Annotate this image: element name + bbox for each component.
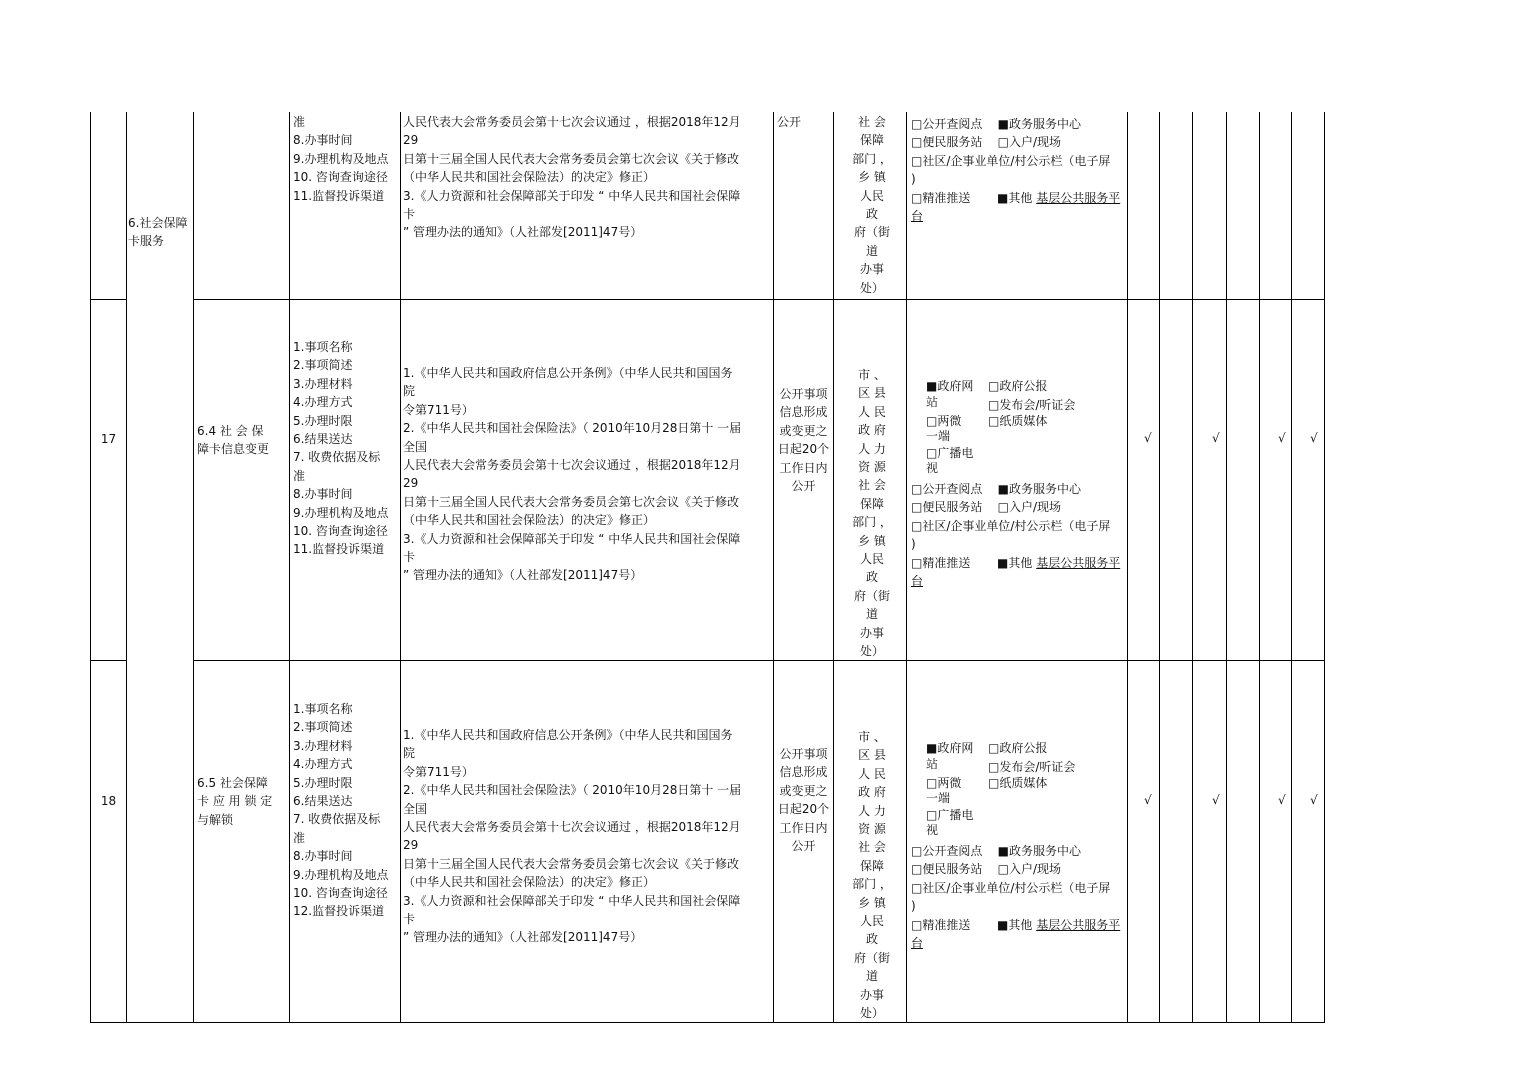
responsible-subject: 市 、 区 县 人 民 政 府 人 力 资 源 社 会 保障 部门 ， 乡 镇 人民 政 府（街 道 办事 处）	[852, 730, 892, 1021]
time-limit: 公开事项 信息形成 或变更之 日起20个 工作日内 公开	[777, 387, 830, 494]
column-divider	[400, 112, 401, 1023]
time-limit: 公开	[777, 115, 802, 129]
legal-basis: 1.《中华人民共和国政府信息公开条例》（中华人民共和国国务 院 令第711号） 2.《中华人民共和国社会保险法》（ 2010年10月28日第十 一届 全国 人民代表大会常务委员会第十七次会议通过 ，根据2018年12月 29 日第十三届全国人民代表大会常务委员会第七次会议《关于修改 （中华人民共和国社会保险法）的决定》修正） 3.《人力资源和社会保障部关于印发 “ 中华人民共和国社会保障 卡 ” 管理办法的通知》（人社部发[2011]47号）	[403, 728, 742, 945]
table-border-bottom	[90, 1022, 1325, 1023]
check-mark: √	[1144, 431, 1152, 445]
item-name: 6.4 社 会 保 障卡信息变更	[197, 424, 270, 457]
other-channel: 基层公共服务平	[1036, 555, 1121, 570]
check-mark: √	[1212, 431, 1220, 445]
publication-channels: □公开查阅点 ■政务服务中心 □便民服务站 □入户/现场 □社区/企事业单位/村公示栏（电子屏 ) □精准推送 ■其他 基层公共服务平 台	[911, 844, 1121, 951]
other-channel: 基层公共服务平	[1036, 917, 1121, 932]
column-divider	[289, 112, 290, 1023]
check-mark: √	[1278, 793, 1286, 807]
check-mark: √	[1278, 431, 1286, 445]
other-channel: 基层公共服务平	[1036, 190, 1121, 205]
table-border-right	[1324, 112, 1325, 1023]
column-divider	[773, 112, 774, 1023]
check-mark: √	[1144, 793, 1152, 807]
table-border-left	[90, 112, 91, 1023]
publication-channels: □公开查阅点 ■政务服务中心 □便民服务站 □入户/现场 □社区/企事业单位/村公示栏（电子屏 ) □精准推送 ■其他 基层公共服务平 台	[911, 482, 1121, 589]
column-divider	[126, 112, 127, 1023]
document-page: 6.社会保障 卡服务 准 8.办事时间 9.办理机构及地点 10. 咨询查询途径 11.监督投诉渠道 人民代表大会常务委员会第十七次会议通过 ，根据2018年12月 29 日第十三届全国人民代表大会常务委员会第七次会议《关于修改 （中华人民共和国社会保险法）的决定》修正） 3.《人力资源和社会保障部关于印发 “ 中华人民共和国社会保障 卡 ” 管理办法的通知》（人社部发[2011]47号） 公开 社 会 保障 部门 ， 乡 镇 人民 政 府（街 道 办事 处） □公开查阅点 ■政务服务中心 □便民服务站 □入户/现场 □社区/企事业单位/村公示栏（电子屏 ) □精准推送 ■其他 基层公共服务平 台 17 6.4 社 会 保 障卡信息变更 1.事项名称 2.事项简述 3.办理材料 4.办理方式 5.办理时限 6.结果送达 7. 收费依据及标 准 8.办事时间 9.办理机构及地点 10. 咨询查询途径 11.监督投诉渠道 1.《中华人民共和国政府信息公开条例》（中华人民共和国国务 院 令第711号） 2.《中华人民共和国社会保险法》（ 2010年10月28日第十 一届 全国 人民代表大会常务委员会第十七次会议通过 ，根据2018年12月 29 日第十三届全国人民代表大会常务委员会第七次会议《关于修改 （中华人民共和国社会保险法）的决定》修正） 3.《人力资源和社会保障部关于印发 “ 中华人民共和国社会保障 卡 ” 管理办法的通知》（人社部发[2011]47号） 公开事项 信息形成 或变更之 日起20个 工作日内 公开 市 、 区 县 人 民 政 府 人 力 资 源 社 会 保障 部门 ， 乡 镇 人民 政 府（街 道 办事 处） ■政府网 □政府公报 站 □发布会/听证会 □两微 □纸质媒体 一端 □广播电 视 □公开查阅点 ■政务服务中心 □便民服务站 □入户/现场 □社区/企事业单位/村公示栏（电子屏 ) □精准推送 ■其他 基层公共服务平 台 √ √ √ √ 18 6.5 社会保障 卡 应 用 锁 定 与解锁 1.事项名称 2.事项简述 3.办理材料 4.办理方式 5.办理时限 6.结果送达 7. 收费依据及标 准 8.办事时间 9.办理机构及地点 10. 咨询查询途径 12.监督投诉渠道 1.《中华人民共和国政府信息公开条例》（中华人民共和国国务 院 令第711号） 2.《中华人民共和国社会保险法》（ 2010年10月28日第十 一届 全国 人民代表大会常务委员会第十七次会议通过 ，根据2018年12月 29 日第十三届全国人民代表大会常务委员会第七次会议《关于修改 （中华人民共和国社会保险法）的决定》修正） 3.《人力资源和社会保障部关于印发 “ 中华人民共和国社会保障 卡 ” 管理办法的通知》（人社部发[2011]47号） 公开事项 信息形成 或变更之 日起20个 工作日内 公开 市 、 区 县 人 民 政 府 人 力 资 源 社 会 保障 部门 ， 乡 镇 人民 政 府（街 道 办事 处） ■政府网 □政府公报 站 □发布会/听证会 □两微 □纸质媒体 一端 □广播电 视 □公开查阅点 ■政务服务中心 □便民服务站 □入户/现场 □社区/企事业单位/村公示栏（电子屏 ) □精准推送 ■其他 基层公共服务平 台 √ √ √ √	[0, 0, 1520, 1074]
row-divider	[90, 660, 127, 661]
column-divider	[906, 112, 907, 1023]
row-number: 17	[100, 432, 117, 446]
row-divider	[90, 299, 127, 300]
column-divider	[193, 112, 194, 1023]
legal-basis: 1.《中华人民共和国政府信息公开条例》（中华人民共和国国务 院 令第711号） 2.《中华人民共和国社会保险法》（ 2010年10月28日第十 一届 全国 人民代表大会常务委员会第十七次会议通过 ，根据2018年12月 29 日第十三届全国人民代表大会常务委员会第七次会议《关于修改 （中华人民共和国社会保险法）的决定》修正） 3.《人力资源和社会保障部关于印发 “ 中华人民共和国社会保障 卡 ” 管理办法的通知》（人社部发[2011]47号）	[403, 366, 742, 583]
column-divider	[1226, 112, 1227, 1023]
item-name: 6.5 社会保障 卡 应 用 锁 定 与解锁	[197, 776, 273, 827]
content-items: 1.事项名称 2.事项简述 3.办理材料 4.办理方式 5.办理时限 6.结果送达 7. 收费依据及标 准 8.办事时间 9.办理机构及地点 10. 咨询查询途径 11.监督投诉渠道	[293, 340, 389, 557]
publication-channels: □公开查阅点 ■政务服务中心 □便民服务站 □入户/现场 □社区/企事业单位/村公示栏（电子屏 ) □精准推送 ■其他 基层公共服务平 台	[911, 117, 1121, 224]
column-divider	[1291, 112, 1292, 1023]
column-divider	[1127, 112, 1128, 1023]
time-limit: 公开事项 信息形成 或变更之 日起20个 工作日内 公开	[777, 747, 830, 854]
content-items: 1.事项名称 2.事项简述 3.办理材料 4.办理方式 5.办理时限 6.结果送达 7. 收费依据及标 准 8.办事时间 9.办理机构及地点 10. 咨询查询途径 12.监督投诉渠道	[293, 702, 389, 919]
check-mark: √	[1310, 431, 1318, 445]
category-label: 6.社会保障 卡服务	[128, 216, 188, 249]
responsible-subject: 市 、 区 县 人 民 政 府 人 力 资 源 社 会 保障 部门 ， 乡 镇 人民 政 府（街 道 办事 处）	[852, 368, 892, 659]
check-mark: √	[1212, 793, 1220, 807]
column-divider	[833, 112, 834, 1023]
row-number: 18	[100, 794, 117, 808]
responsible-subject: 社 会 保障 部门 ， 乡 镇 人民 政 府（街 道 办事 处）	[852, 115, 892, 295]
column-divider	[1192, 112, 1193, 1023]
content-items: 准 8.办事时间 9.办理机构及地点 10. 咨询查询途径 11.监督投诉渠道	[293, 115, 389, 203]
column-divider	[1259, 112, 1260, 1023]
legal-basis: 人民代表大会常务委员会第十七次会议通过 ，根据2018年12月 29 日第十三届全国人民代表大会常务委员会第七次会议《关于修改 （中华人民共和国社会保险法）的决定》修正） 3.《人力资源和社会保障部关于印发 “ 中华人民共和国社会保障 卡 ” 管理办法的通知》（人社部发[2011]47号）	[403, 115, 741, 240]
row-divider	[193, 299, 1325, 300]
column-divider	[1159, 112, 1160, 1023]
row-divider	[193, 660, 1325, 661]
check-mark: √	[1310, 793, 1318, 807]
